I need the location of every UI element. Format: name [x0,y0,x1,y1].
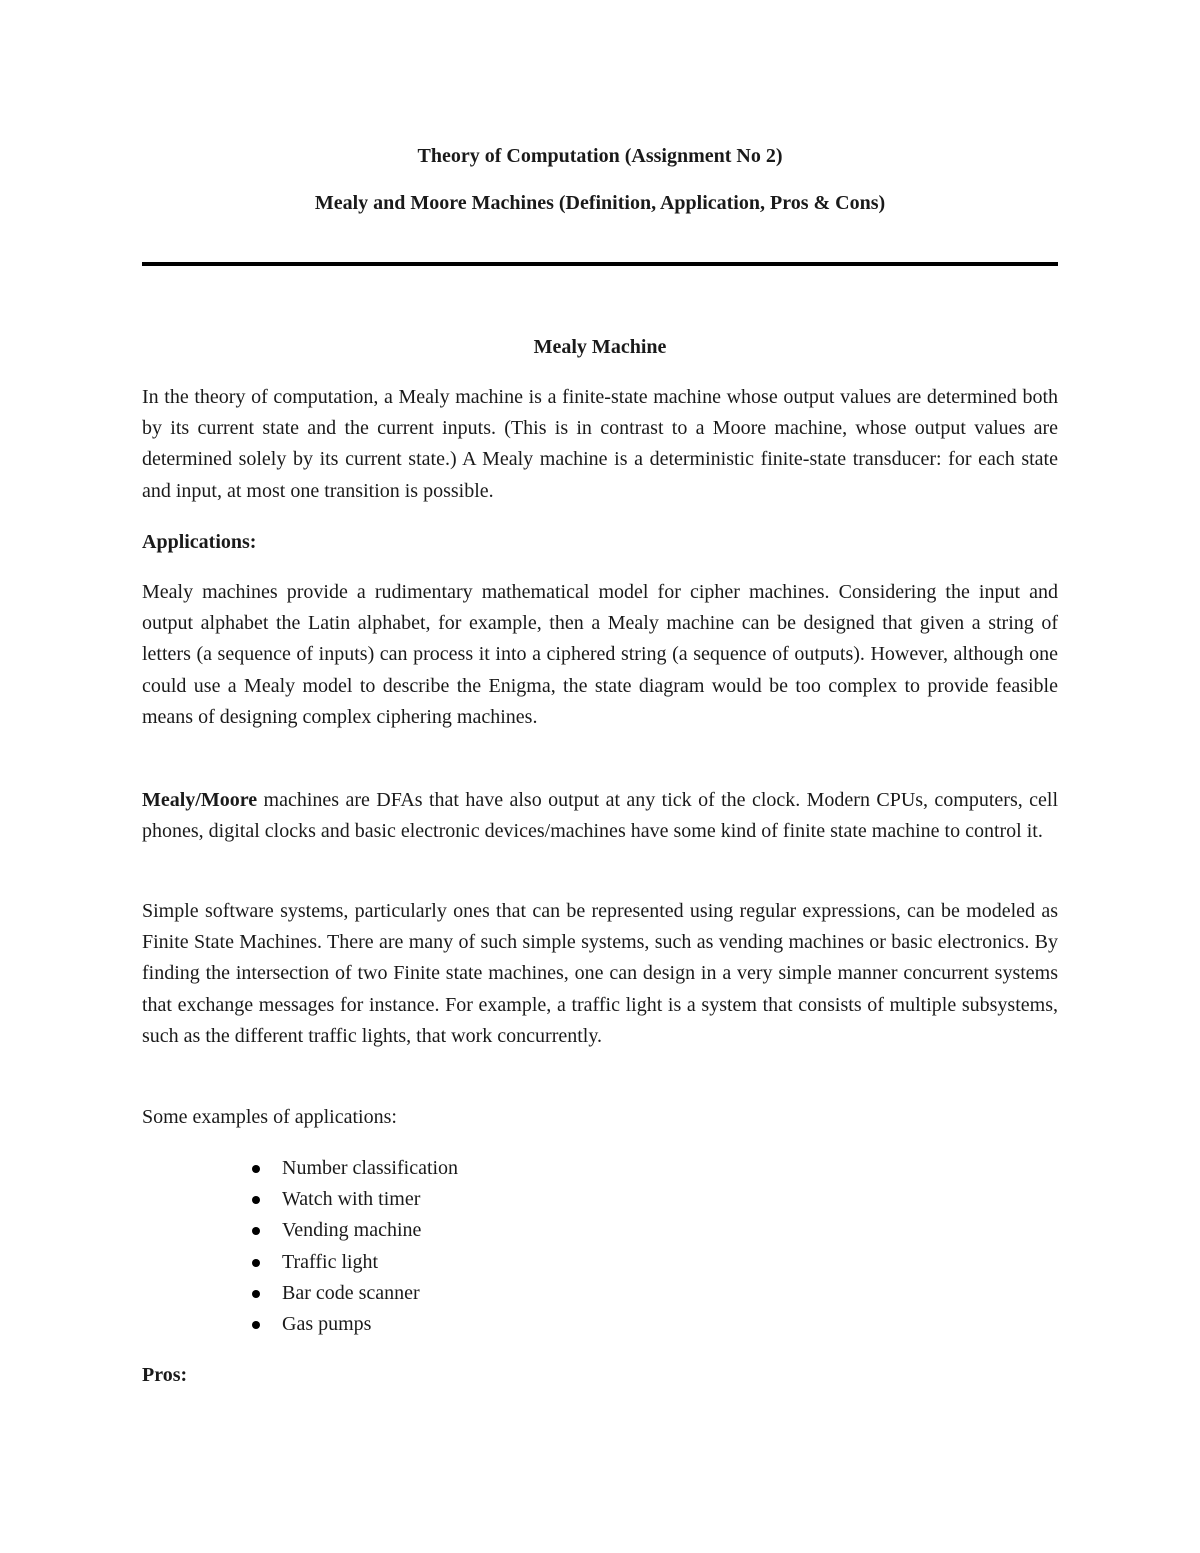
examples-intro: Some examples of applications: [142,1106,397,1128]
list-item-text: Number classification [282,1157,459,1179]
list-item [142,1215,458,1246]
bullet-icon [252,1290,260,1298]
list-item-text: Gas pumps [282,1312,372,1335]
list-item-text: Watch with timer [282,1188,421,1211]
applications-paragraph-2-text: machines are DFAs that have also output at any tick of the clock. Modern CPUs, computers, cell phones, digital clocks and basic electronic devices/machines have some kind of finite state machine to control it. [142,789,1058,843]
applications-label: Applications: [142,531,257,553]
list-item-text: Bar code scanner [282,1281,420,1304]
mealy-moore-bold-term: Mealy/Moore [142,789,258,811]
applications-paragraph-3: Simple software systems, particularly ones that can be represented using regular expressions, can be modeled as Finite State Machines. There are many of such simple systems, such as vending machines or basic electronics. By finding the intersection of two Finite state machines, one can design in a very simple manner concurrent systems that exchange messages for instance. For example, a traffic light is a system that consists of multiple subsystems, such as the different traffic lights, that work concurrently. [142,900,1058,1047]
list-item [142,1309,458,1340]
list-item [142,1184,458,1215]
bullet-icon [252,1196,260,1204]
section-heading-mealy: Mealy Machine [533,336,667,358]
bullet-icon [252,1227,260,1235]
list-item [142,1247,458,1278]
intro-paragraph: In the theory of computation, a Mealy machine is a finite-state machine whose output values are determined both by its current state and the current inputs. (This is in contrast to a Moore machine, whose output values are determined solely by its current state.) A Mealy machine is a deterministic finite-state transducer: for each state and input, at most one transition is possible. [142,386,1058,502]
examples-list [142,1153,458,1340]
document-subtitle: Mealy and Moore Machines (Definition, Application, Pros & Cons) [314,192,886,214]
pros-label: Pros: [142,1364,188,1386]
applications-paragraph-1: Mealy machines provide a rudimentary mathematical model for cipher machines. Considering the input and output alphabet the Latin alphabet, for example, then a Mealy machine can be designed that given a string of letters (a sequence of inputs) can process it into a ciphered string (a sequence of outputs). However, although one could use a Mealy model to describe the Enigma, the state diagram would be too complex to provide feasible means of designing complex ciphering machines. [142,581,1058,728]
list-item [142,1278,458,1309]
applications-paragraph-2 [142,785,1058,847]
bullet-icon [252,1165,260,1173]
list-item-text: Traffic light [282,1250,379,1273]
bullet-icon [252,1321,260,1329]
list-item-text: Vending machine [282,1219,422,1242]
document-title: Theory of Computation (Assignment No 2) [417,145,783,167]
horizontal-rule [142,262,1058,266]
bullet-icon [252,1259,260,1267]
list-item [142,1153,458,1184]
